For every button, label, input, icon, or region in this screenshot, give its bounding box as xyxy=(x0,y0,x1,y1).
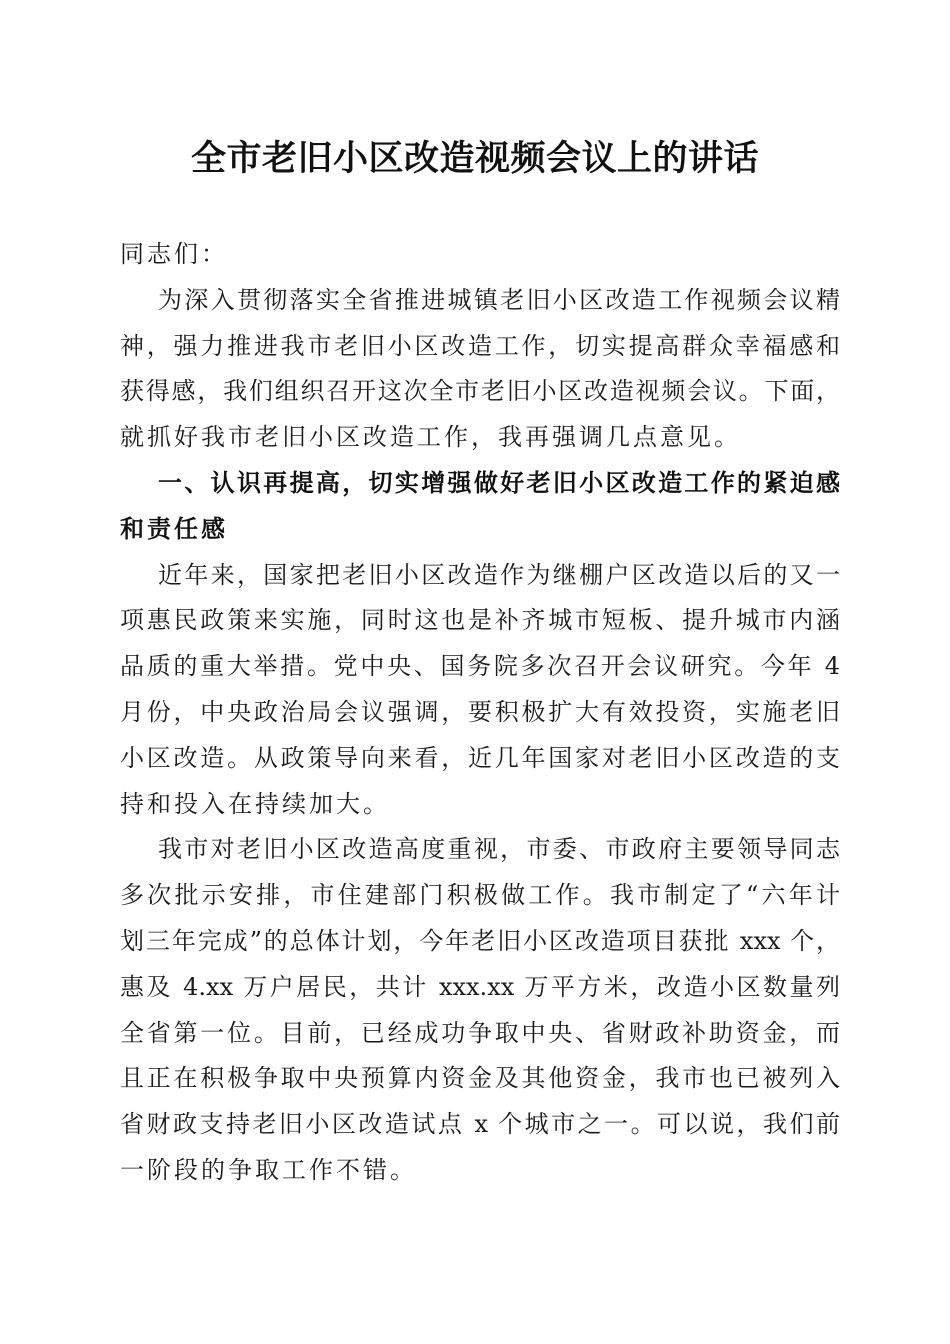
paragraph-line: 省财政支持老旧小区改造试点 x 个城市之一。可以说，我们前 xyxy=(120,1110,840,1139)
paragraph-line: 就抓好我市老旧小区改造工作，我再强调几点意见。 xyxy=(120,423,741,452)
document-title: 全市老旧小区改造视频会议上的讲话 xyxy=(190,139,759,179)
paragraph-line: 惠及 4.xx 万户居民，共计 xxx.xx 万平方米，改造小区数量列 xyxy=(120,972,840,1001)
salutation: 同志们： xyxy=(120,240,228,268)
paragraph-line: 全省第一位。目前，已经成功争取中央、省财政补助资金，而 xyxy=(120,1018,840,1047)
paragraph-line: 持和投入在持续加大。 xyxy=(120,789,390,818)
paragraph-line: 神，强力推进我市老旧小区改造工作，切实提高群众幸福感和 xyxy=(120,331,840,360)
paragraph-line: 近年来，国家把老旧小区改造作为继棚户区改造以后的又一 xyxy=(158,560,840,589)
paragraph-line: 小区改造。从政策导向来看，近几年国家对老旧小区改造的支 xyxy=(120,743,840,772)
paragraph-line: 月份，中央政治局会议强调，要积极扩大有效投资，实施老旧 xyxy=(120,697,840,726)
paragraph-line: 获得感，我们组织召开这次全市老旧小区改造视频会议。下面， xyxy=(120,377,840,406)
paragraph-line: 一阶段的争取工作不错。 xyxy=(120,1155,417,1184)
paragraph-line: 为深入贯彻落实全省推进城镇老旧小区改造工作视频会议精 xyxy=(158,285,840,314)
section-heading-line: 一、认识再提高，切实增强做好老旧小区改造工作的紧迫感 xyxy=(158,468,840,497)
paragraph-line: 划三年完成”的总体计划，今年老旧小区改造项目获批 xxx 个， xyxy=(120,926,840,955)
section-heading-line: 和责任感 xyxy=(120,514,228,543)
paragraph-line: 且正在积极争取中央预算内资金及其他资金，我市也已被列入 xyxy=(120,1064,840,1093)
paragraph-line: 多次批示安排，市住建部门积极做工作。我市制定了“六年计 xyxy=(120,881,840,910)
paragraph-line: 我市对老旧小区改造高度重视，市委、市政府主要领导同志 xyxy=(158,835,840,864)
document-body xyxy=(120,232,840,1194)
paragraph-line: 品质的重大举措。党中央、国务院多次召开会议研究。今年 4 xyxy=(120,652,840,681)
paragraph-line: 项惠民政策来实施，同时这也是补齐城市短板、提升城市内涵 xyxy=(120,606,840,635)
